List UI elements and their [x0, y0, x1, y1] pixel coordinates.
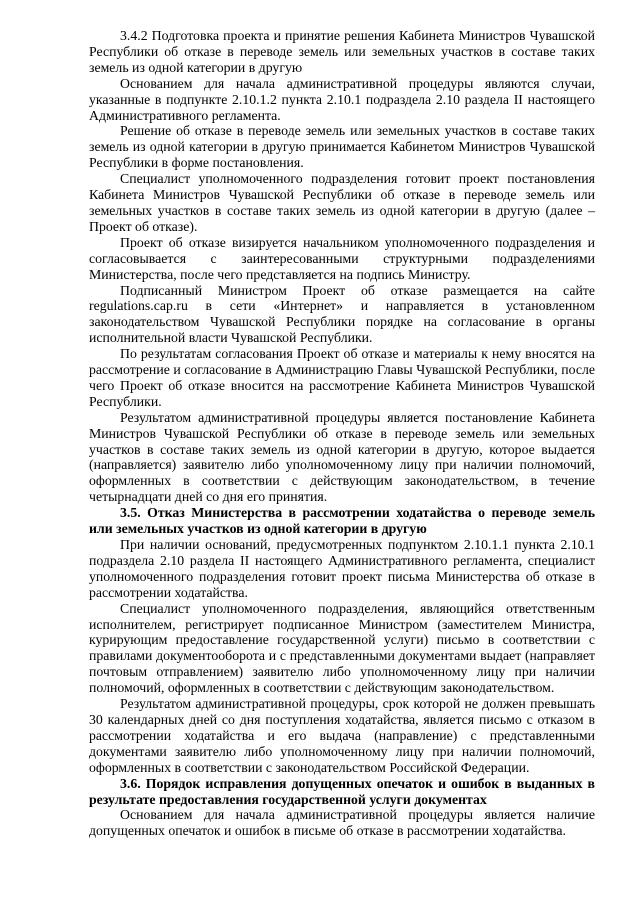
document-page	[89, 28, 595, 839]
paragraph-coordination: По результатам согласования Проект об отказе и материалы к нему вносятся на рассмотрение и согласование в Администрацию Главы Чувашской Республики, после чего Проект об отказе вносится на рассмотрение Кабинета Министров Чувашской Республики.	[89, 346, 595, 409]
paragraph-registration: Специалист уполномоченного подразделения, являющийся ответственным исполнителем, регистрирует подписанное Министром (заместителем Министра, курирующим предоставление государственной услуги) письмо в соответствии с правилами документооборота и с представленными документами выдает (направляет почтовым отправлением) заявителю либо уполномоченному лицу при наличии полномочий, оформленных в соответствии с действующим законодательством.	[89, 600, 595, 696]
paragraph-basis: Основанием для начала административной процедуры являются случаи, указанные в подпункте 2.10.1.2 пункта 2.10.1 подраздела 2.10 раздела II настоящего Административного регламента.	[89, 75, 595, 123]
paragraph-refusal-result: Результатом административной процедуры, срок которой не должен превышать 30 календарных дней со дня поступления ходатайства, является письмо с отказом в рассмотрении ходатайства и его выдача (направление) с представленными документами заявителю либо уполномоченному лицу при наличии полномочий, оформленных в соответствии с законодательством Российской Федерации.	[89, 696, 595, 775]
paragraph-decision: Решение об отказе в переводе земель или земельных участков в составе таких земель из одной категории в другую принимается Кабинетом Министров Чувашской Республики в форме постановления.	[89, 123, 595, 171]
section-heading-3-6: 3.6. Порядок исправления допущенных опечаток и ошибок в выданных в результате предоставления государственной услуги документах	[89, 775, 595, 807]
paragraph-draft-publication: Подписанный Министром Проект об отказе размещается на сайте regulations.cap.ru в сети «Интернет» и направляется в установленном законодательством Чувашской Республики порядке на согласование в органы исполнительной власти Чувашской Республики.	[89, 282, 595, 346]
paragraph-3-4-2-title: 3.4.2 Подготовка проекта и принятие решения Кабинета Министров Чувашской Республики об отказе в переводе земель или земельных участков в составе таких земель из одной категории в другую	[89, 28, 595, 75]
paragraph-correction-basis: Основанием для начала административной процедуры является наличие допущенных опечаток и ошибок в письме об отказе в рассмотрении ходатайства.	[89, 807, 595, 839]
paragraph-draft-approval: Проект об отказе визируется начальником уполномоченного подразделения и согласовывается с заинтересованными структурными подразделениями Министерства, после чего представляется на подпись Министру.	[89, 234, 595, 282]
section-heading-3-5: 3.5. Отказ Министерства в рассмотрении ходатайства о переводе земель или земельных участков из одной категории в другую	[89, 505, 595, 537]
paragraph-draft-preparation: Специалист уполномоченного подразделения готовит проект постановления Кабинета Министров Чувашской Республики об отказе в переводе земель или земельных участков в составе таких земель из одной категории в другую (далее – Проект об отказе).	[89, 171, 595, 234]
paragraph-result: Результатом административной процедуры является постановление Кабинета Министров Чувашской Республики об отказе в переводе земель или земельных участков в составе таких земель из одной категории в другую, которое выдается (направляется) заявителю либо уполномоченному лицу при наличии полномочий, оформленных в соответствии с действующим законодательством, в течение четырнадцати дней со дня его принятия.	[89, 409, 595, 505]
paragraph-refusal-grounds: При наличии оснований, предусмотренных подпунктом 2.10.1.1 пункта 2.10.1 подраздела 2.10 раздела II настоящего Административного регламента, специалист уполномоченного подразделения готовит проект письма Министерства об отказе в рассмотрении ходатайства.	[89, 537, 595, 600]
